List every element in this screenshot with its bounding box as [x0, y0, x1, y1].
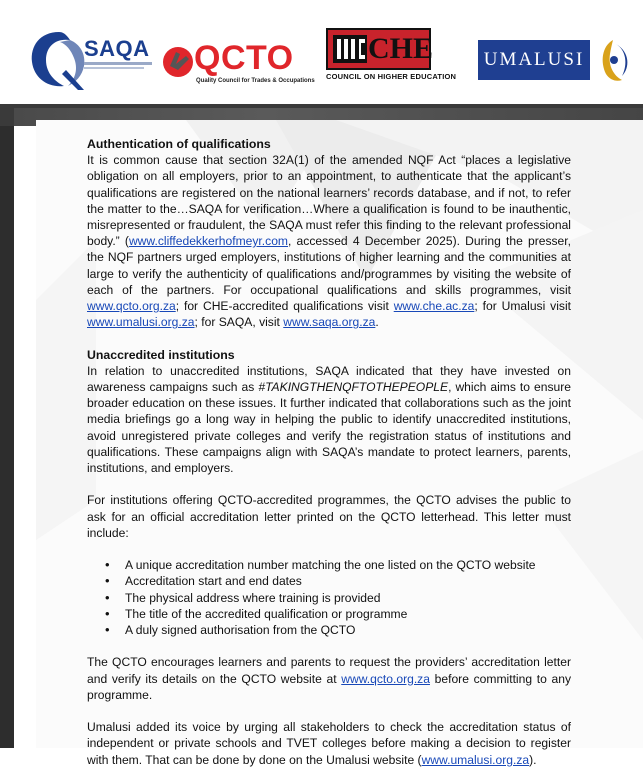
text-run: .	[375, 315, 379, 330]
spacer	[87, 638, 571, 654]
qcto-logo	[160, 38, 315, 90]
article-content	[87, 136, 571, 768]
section-heading-authentication: Authentication of qualifications	[87, 137, 271, 151]
text-run: ; for CHE-accredited qualifications visit	[175, 299, 394, 314]
umalusi-wordmark: UMALUSI	[483, 49, 585, 70]
campaign-hashtag: #TAKINGTHENQFTOTHEPEOPLE	[258, 380, 449, 395]
text-run: ; for SAQA, visit	[194, 315, 284, 330]
che-columns-icon	[333, 35, 367, 63]
spacer	[87, 476, 571, 492]
che-logo	[326, 28, 457, 86]
umalusi-website-link[interactable]: www.umalusi.org.za	[421, 752, 530, 767]
unaccredited-paragraph	[87, 363, 571, 476]
cliffe-dekker-link[interactable]: www.cliffedekkerhofmeyr.com	[128, 234, 289, 249]
qcto-tagline: Quality Council for Trades & Occupations	[196, 78, 315, 84]
che-website-link[interactable]: www.che.ac.za	[393, 299, 475, 314]
page-frame-left	[0, 104, 14, 748]
qcto-website-link[interactable]: www.qcto.org.za	[87, 299, 176, 314]
saqa-tagline-line	[84, 62, 152, 65]
text-run: Umalusi added its voice by urging all stakeholders to check the accreditation status of independent or private schools and TVET colleges before making a decision to register with them. That can be done by done on the Umalusi website (	[87, 720, 571, 767]
text-run: ).	[529, 752, 537, 767]
spacer	[87, 703, 571, 719]
section-heading-unaccredited: Unaccredited institutions	[87, 347, 235, 362]
umalusi-logo	[478, 40, 636, 82]
saqa-tagline-line	[84, 67, 144, 69]
qcto-advice-paragraph: For institutions offering QCTO-accredited programmes, the QCTO advises the public to ask for an official accreditation letter printed on the QCTO letterhead. This letter must include:	[87, 493, 571, 540]
list-item: • A duly signed authorisation from the QCTO	[87, 622, 571, 638]
che-tagline: COUNCIL ON HIGHER EDUCATION	[326, 72, 457, 81]
umalusi-emblem-icon	[594, 36, 632, 84]
text-run: In relation to unaccredited institutions, SAQA indicated that they have invested on awareness campaigns such as	[87, 363, 571, 395]
saqa-wordmark: SAQA	[84, 36, 150, 61]
accreditation-letter-requirements	[87, 557, 571, 638]
saqa-logo	[26, 22, 151, 94]
list-item: • Accreditation start and end dates	[87, 573, 571, 589]
list-item: • The title of the accredited qualification or programme	[87, 606, 571, 622]
spacer	[87, 541, 571, 557]
saqa-swirl-icon	[26, 26, 92, 92]
text-run: , which aims to ensure broader education on these issues. It further indicated that collaborations such as the joint media briefings go a long way in helping the public to identify unaccredited institutions, avoid unregistered private colleges and verify the registration status of institutions and qualifications. These campaigns align with SAQA’s mandate to protect learners, parents, institutions, and employers.	[87, 380, 571, 476]
list-item: • The physical address where training is provided	[87, 590, 571, 606]
partner-logos-header	[0, 0, 643, 100]
qcto-website-link[interactable]: www.qcto.org.za	[341, 671, 430, 686]
umalusi-paragraph	[87, 719, 571, 768]
che-logo-box	[326, 28, 434, 70]
spacer	[87, 330, 571, 346]
text-run: ; for Umalusi visit	[474, 299, 571, 314]
umalusi-wordmark-box	[478, 40, 590, 80]
text-run: It is common cause that section 32A(1) of the amended NQF Act “places a legislative obligation on all employers, prior to an appointment, to authenticate that the applicant’s qualifications are registered on the national learners’ records database, and if not, to refer the matter to the…SAQA for verification…Where a qualification is found to be inauthentic, misrepresented or fraudulent, the SAQA must refer this finding to the relevant professional body.” (	[87, 153, 571, 249]
list-item: • A unique accreditation number matching the one listed on the QCTO website	[87, 557, 571, 573]
qcto-hand-icon	[162, 40, 198, 80]
qcto-wordmark: QCTO	[194, 39, 294, 77]
umalusi-website-link[interactable]: www.umalusi.org.za	[87, 315, 195, 330]
text-run: The QCTO encourages learners and parents to request the providers’ accreditation letter and verify its details on the QCTO website at	[87, 655, 571, 686]
text-run: , accessed 4 December 2025). During the presser, the NQF partners urged employers, institutions of higher learning and the communities at large to verify the authenticity of qualifications and/programmes by visiting the website of each of the partners. For occupational qualifications and skills programmes, visit	[87, 234, 572, 297]
text-run: before committing to any programme.	[87, 671, 571, 702]
authentication-paragraph	[87, 152, 571, 330]
saqa-website-link[interactable]: www.saqa.org.za	[283, 315, 376, 330]
che-wordmark: CHE	[368, 32, 434, 65]
qcto-encourage-paragraph	[87, 654, 571, 703]
